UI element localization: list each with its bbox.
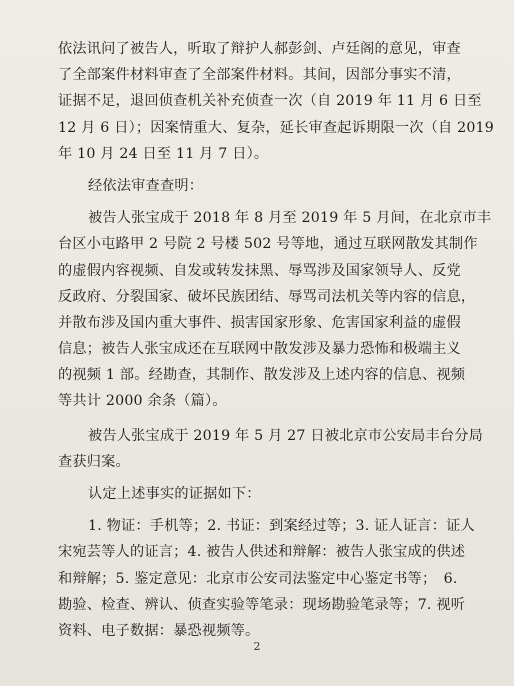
body-line: 年 10 月 24 日至 11 月 7 日）。 — [58, 145, 269, 162]
body-line: 台区小屯路甲 2 号院 2 号楼 502 号等地，通过互联网散发其制作 — [58, 236, 478, 253]
evidence-line: 宋宛芸等人的证言；4. 被告人供述和辩解：被告人张宝成的供述 — [58, 544, 466, 561]
body-line: 被告人张宝成于 2019 年 5 月 27 日被北京市公安局丰台分局 — [88, 427, 483, 444]
page-number: 2 — [253, 640, 261, 653]
body-line: 证据不足，退回侦查机关补充侦查一次（自 2019 年 11 月 6 日至 — [58, 93, 482, 110]
body-line: 的虚假内容视频、自发或转发抹黑、辱骂涉及国家领导人、反党 — [58, 262, 461, 279]
evidence-line: 1. 物证：手机等；2. 书证：到案经过等；3. 证人证言：证人 — [88, 518, 475, 535]
body-line: 的视频 1 部。经勘查，其制作、散发涉及上述内容的信息、视频 — [58, 367, 466, 384]
evidence-line: 资料、电子数据：暴恐视频等。 — [58, 622, 260, 639]
body-line: 查获归案。 — [58, 453, 130, 470]
body-line: 12 月 6 日）；因案情重大、复杂，延长审查起诉期限一次（自 2019 — [58, 119, 495, 136]
section-heading-findings: 经依法审查查明： — [88, 177, 204, 194]
body-line: 等共计 2000 余条（篇）。 — [58, 393, 227, 410]
body-line: 了全部案件材料审查了全部案件材料。其间，因部分事实不清， — [58, 67, 461, 84]
section-heading-evidence: 认定上述事实的证据如下： — [88, 486, 261, 502]
body-line: 依法讯问了被告人，听取了辩护人郝彭剑、卢廷阁的意见，审查 — [58, 41, 461, 57]
body-line: 并散布涉及国内重大事件、损害国家形象、危害国家利益的虚假 — [58, 314, 461, 331]
evidence-line: 勘验、检查、辨认、侦查实验等笔录：现场勘验笔录等；7. 视听 — [58, 596, 466, 613]
evidence-line: 和辩解；5. 鉴定意见：北京市公安司法鉴定中心鉴定书等； 6. — [58, 570, 458, 587]
body-line: 信息；被告人张宝成还在互联网中散发涉及暴力恐怖和极端主义 — [58, 341, 461, 358]
body-line: 反政府、分裂国家、破坏民族团结、辱骂司法机关等内容的信息， — [58, 288, 476, 305]
body-line: 被告人张宝成于 2018 年 8 月至 2019 年 5 月间，在北京市丰 — [88, 210, 492, 227]
document-body — [58, 36, 495, 644]
